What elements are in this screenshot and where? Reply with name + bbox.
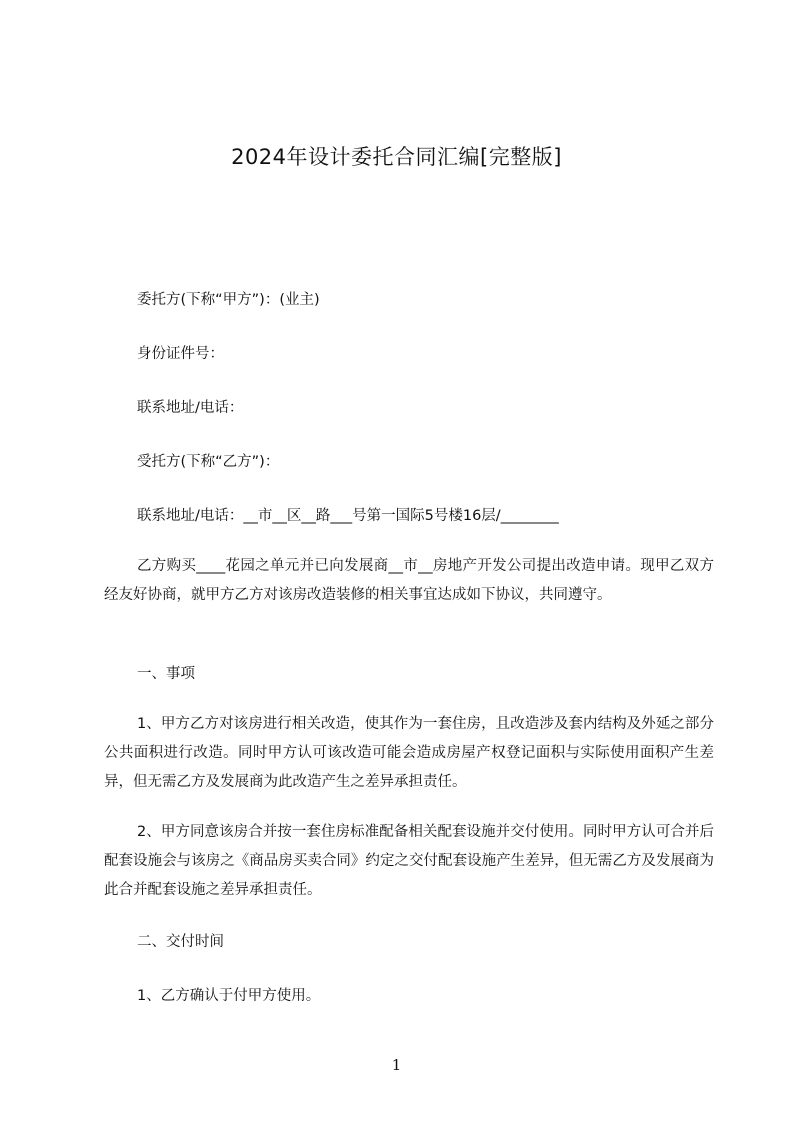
section2-heading: 二、交付时间 [137, 934, 224, 950]
intro-paragraph: 乙方购买____花园之单元并已向发展商__市__房地产开发公司提出改造申请。现甲乙双方经友好协商，就甲方乙方对该房改造装修的相关事宜达成如下协议，共同遵守。 [104, 558, 714, 603]
party-b-line: 受托方(下称“乙方”)： [137, 454, 280, 470]
id-number-line: 身份证件号： [137, 346, 224, 362]
section1-heading: 一、事项 [137, 666, 195, 682]
page-number: 1 [391, 1056, 402, 1074]
party-a-line: 委托方(下称“甲方”)：(业主) [137, 292, 320, 308]
contact-b-line: 联系地址/电话：__市__区__路___号第一国际5号楼16层/________ [137, 508, 559, 524]
document-title: 2024年设计委托合同汇编[完整版] [231, 145, 562, 169]
section1-item2: 2、甲方同意该房合并按一套住房标准配备相关配套设施并交付使用。同时甲方认可合并后配套设施会与该房之《商品房买卖合同》约定之交付配套设施产生差异，但无需乙方及发展商为此合并配套设施之差异承担责任。 [104, 824, 714, 898]
contact-a-line: 联系地址/电话： [137, 400, 244, 416]
section1-item1: 1、甲方乙方对该房进行相关改造，使其作为一套住房，且改造涉及套内结构及外延之部分公共面积进行改造。同时甲方认可该改造可能会造成房屋产权登记面积与实际使用面积产生差异，但无需乙方及发展商为此改造产生之差异承担责任。 [104, 716, 714, 790]
section2-item1: 1、乙方确认于付甲方使用。 [137, 988, 321, 1004]
